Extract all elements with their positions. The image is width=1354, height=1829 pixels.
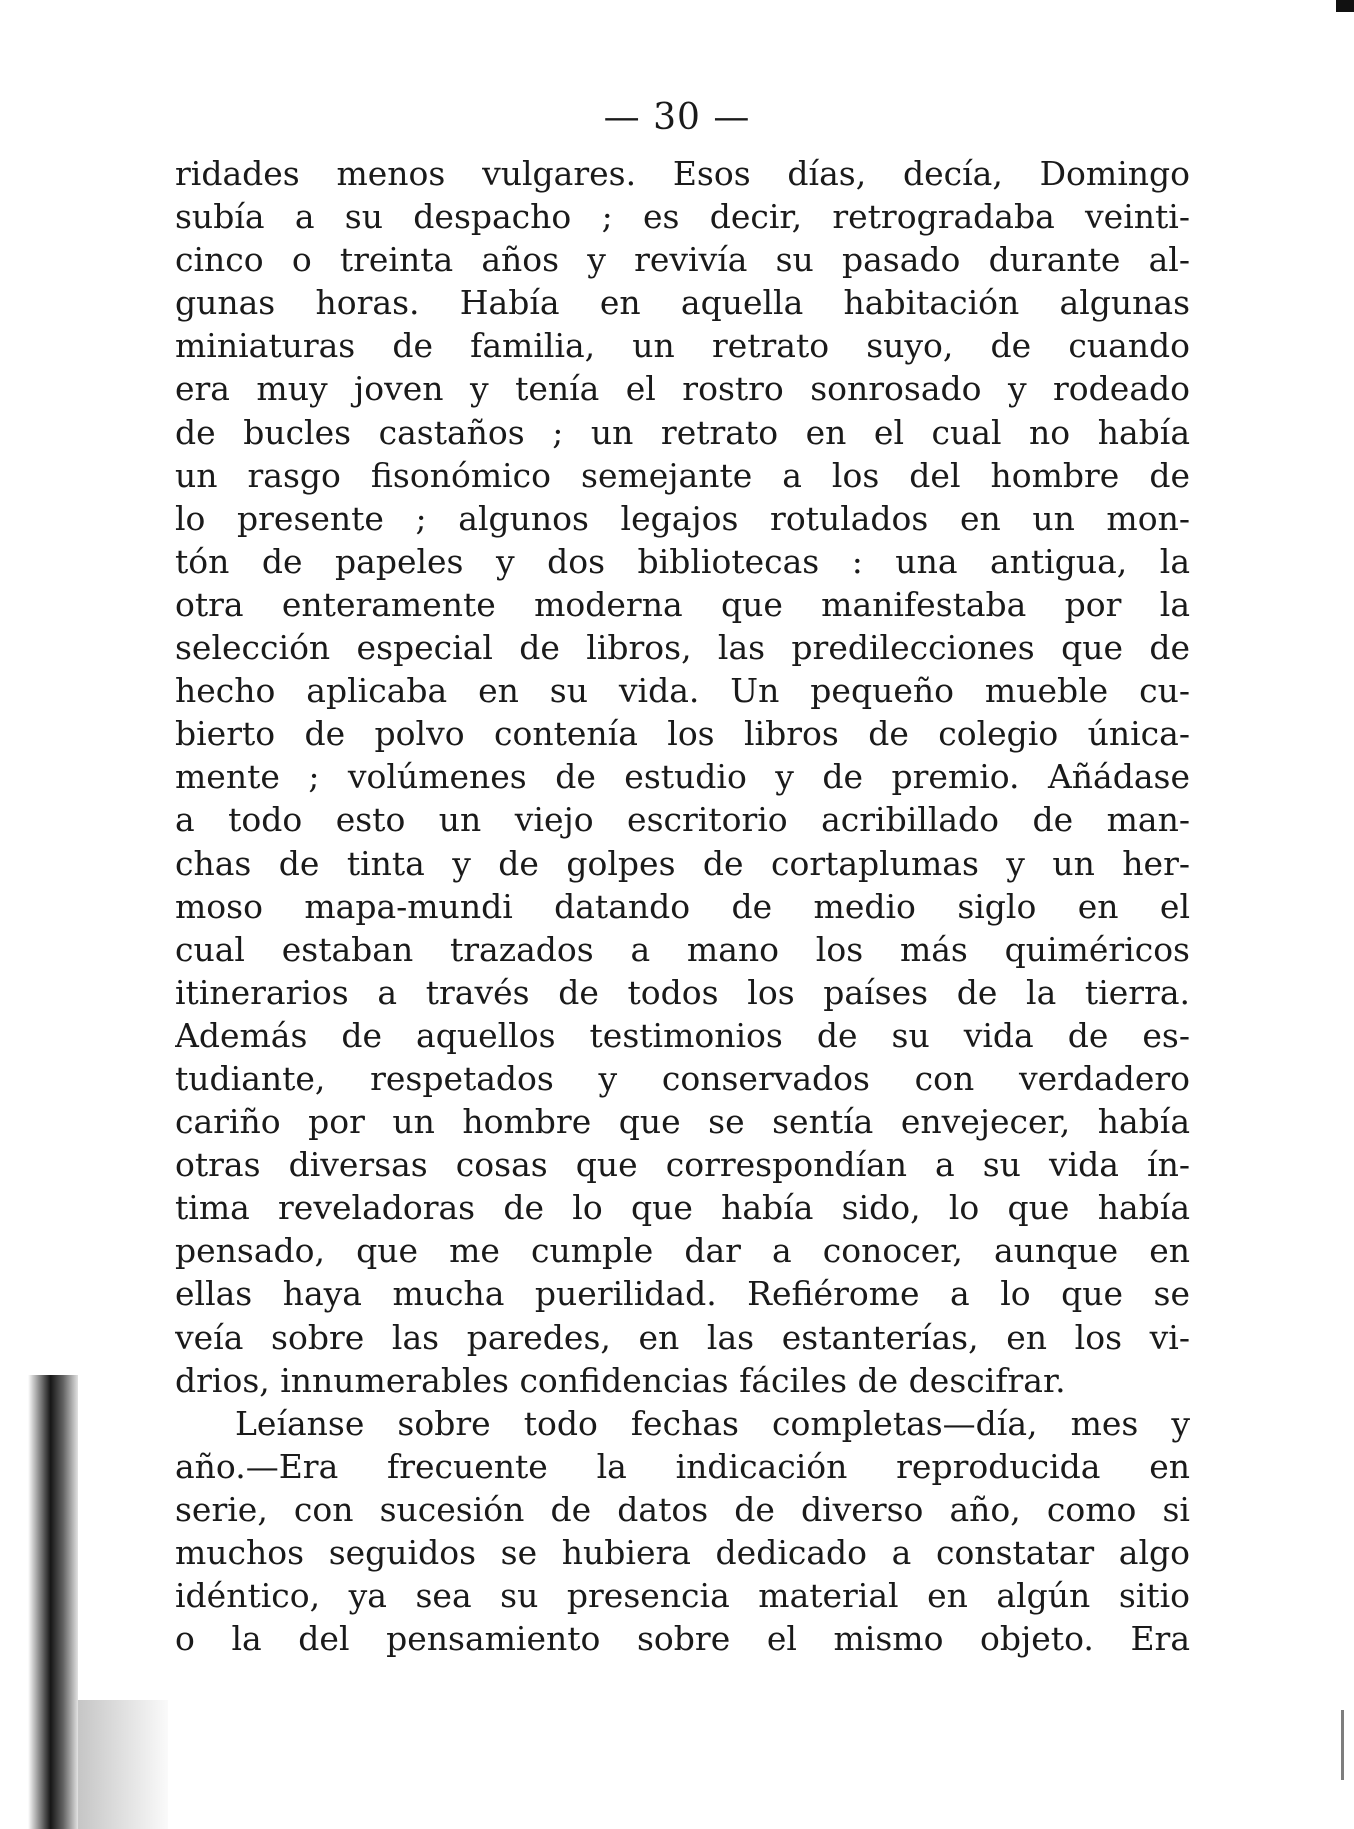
text-line: drios, innumerables confidencias fáciles de descifrar. [175,1360,1066,1400]
text-line: pensado, que me cumple dar a conocer, aunque en [175,1231,1190,1271]
text-line: era muy joven y tenía el rostro sonrosado y rodeado [175,369,1190,409]
text-line: mente ; volúmenes de estudio y de premio. Añádase [175,757,1190,797]
text-line: ridades menos vulgares. Esos días, decía, Domingo [175,154,1190,193]
scan-artifact-right-mark [1341,1710,1344,1780]
text-line: subía a su despacho ; es decir, retrogradaba veinti- [175,197,1190,237]
text-line: cual estaban trazados a mano los más quiméricos [175,929,1190,969]
text-line: moso mapa-mundi datando de medio siglo en el [175,886,1190,926]
text-line: cinco o treinta años y revivía su pasado durante al- [175,240,1190,280]
text-line: serie, con sucesión de datos de diverso año, como si [175,1489,1190,1529]
page-number: — 30 — [603,97,751,138]
text-line: idéntico, ya sea su presencia material en algún sitio [175,1576,1190,1616]
text-line: otra enteramente moderna que manifestaba por la [175,584,1190,624]
text-line-paragraph-start: Leíanse sobre todo fechas completas—día, mes y [235,1403,1190,1443]
text-line: otras diversas cosas que correspondían a su vida ín- [175,1145,1190,1185]
text-line: gunas horas. Había en aquella habitación algunas [175,283,1190,323]
text-line: año.—Era frecuente la indicación reproducida en [175,1446,1190,1486]
text-line: lo presente ; algunos legajos rotulados en un mon- [175,498,1190,538]
text-line: cariño por un hombre que se sentía envejecer, había [175,1102,1190,1142]
text-line: chas de tinta y de golpes de cortaplumas y un her- [175,843,1190,883]
text-line: bierto de polvo contenía los libros de colegio única- [175,714,1190,754]
scan-artifact-corner [1336,0,1354,12]
text-line: itinerarios a través de todos los países de la tierra. [175,972,1190,1012]
text-line: veía sobre las paredes, en las estanterías, en los vi- [175,1317,1190,1357]
text-line: muchos seguidos se hubiera dedicado a constatar algo [175,1533,1190,1572]
body-text [175,152,1190,1660]
text-line: o la del pensamiento sobre el mismo objeto. Era [175,1619,1190,1659]
text-line: Además de aquellos testimonios de su vida de es- [175,1015,1190,1055]
text-line: selección especial de libros, las predilecciones que de [175,628,1190,668]
text-line: a todo esto un viejo escritorio acribillado de man- [175,800,1190,840]
text-line: un rasgo fisonómico semejante a los del hombre de [175,455,1190,495]
text-line: hecho aplicaba en su vida. Un pequeño mueble cu- [175,671,1190,711]
scan-artifact-left-shadow [78,1700,168,1829]
text-line: de bucles castaños ; un retrato en el cual no había [175,412,1190,452]
text-line: ellas haya mucha puerilidad. Refiérome a lo que se [175,1274,1190,1314]
text-line: tima reveladoras de lo que había sido, lo que había [175,1188,1190,1228]
scan-artifact-left-edge [28,1375,78,1829]
text-line: tudiante, respetados y conservados con verdadero [175,1058,1190,1098]
text-line: tón de papeles y dos bibliotecas : una antigua, la [175,541,1190,581]
text-line: miniaturas de familia, un retrato suyo, de cuando [175,326,1190,366]
